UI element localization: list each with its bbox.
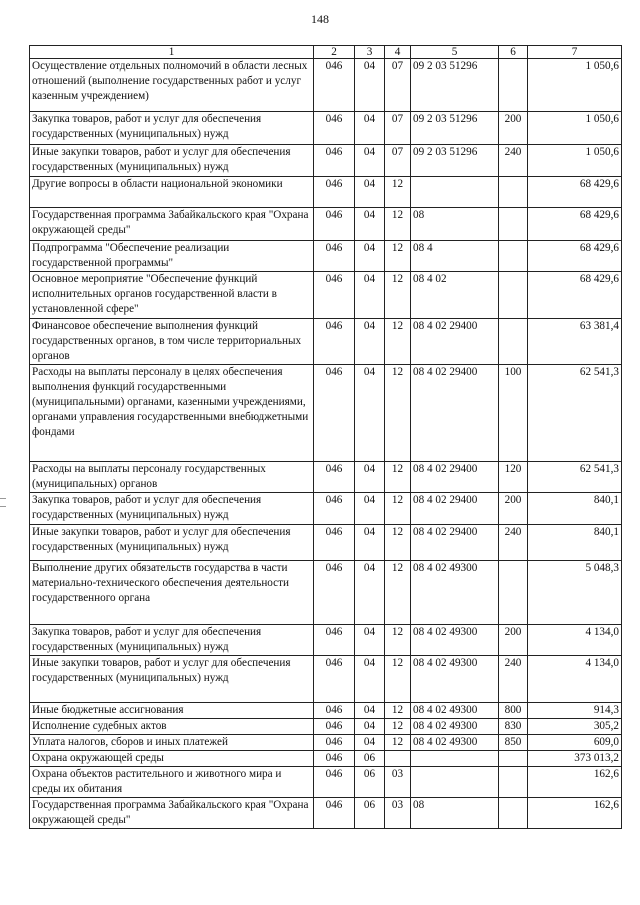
column-header: 1 [30, 46, 314, 59]
code-administrator: 046 [314, 735, 355, 751]
code-administrator: 046 [314, 625, 355, 656]
amount: 68 429,6 [528, 241, 622, 272]
code-subsection: 12 [385, 719, 411, 735]
code-section: 04 [355, 703, 385, 719]
amount: 62 541,3 [528, 365, 622, 462]
code-target-article: 08 4 02 29400 [411, 319, 499, 365]
code-section: 04 [355, 462, 385, 493]
row-name: Уплата налогов, сборов и иных платежей [30, 735, 314, 751]
code-section: 04 [355, 525, 385, 561]
row-name: Иные закупки товаров, работ и услуг для обеспечения государственных (муниципальных) нужд [30, 656, 314, 703]
row-name: Основное мероприятие "Обеспечение функций исполнительных органов государственной власти в установленной сфере" [30, 272, 314, 319]
code-target-article [411, 177, 499, 208]
code-administrator: 046 [314, 112, 355, 145]
code-subsection: 12 [385, 241, 411, 272]
code-section: 04 [355, 177, 385, 208]
code-section: 06 [355, 798, 385, 829]
code-subsection [385, 751, 411, 767]
code-expense-type [499, 272, 528, 319]
row-name: Финансовое обеспечение выполнения функций государственных органов, в том числе территориальных органов [30, 319, 314, 365]
code-expense-type: 120 [499, 462, 528, 493]
code-section: 04 [355, 656, 385, 703]
code-expense-type [499, 241, 528, 272]
code-administrator: 046 [314, 319, 355, 365]
code-target-article: 09 2 03 51296 [411, 145, 499, 177]
code-target-article: 08 4 02 29400 [411, 462, 499, 493]
code-subsection: 12 [385, 365, 411, 462]
table-row [30, 112, 622, 145]
table-row [30, 751, 622, 767]
amount: 68 429,6 [528, 177, 622, 208]
table-row [30, 767, 622, 798]
table-row [30, 798, 622, 829]
code-expense-type: 850 [499, 735, 528, 751]
code-subsection: 12 [385, 208, 411, 241]
amount: 4 134,0 [528, 625, 622, 656]
table-row [30, 656, 622, 703]
code-expense-type: 240 [499, 656, 528, 703]
amount: 1 050,6 [528, 145, 622, 177]
code-subsection: 12 [385, 625, 411, 656]
code-subsection: 12 [385, 462, 411, 493]
row-name: Иные закупки товаров, работ и услуг для обеспечения государственных (муниципальных) нужд [30, 145, 314, 177]
code-administrator: 046 [314, 561, 355, 625]
code-section: 06 [355, 751, 385, 767]
code-administrator: 046 [314, 241, 355, 272]
code-expense-type [499, 208, 528, 241]
table-row [30, 493, 622, 525]
code-target-article: 08 4 02 49300 [411, 656, 499, 703]
column-header: 6 [499, 46, 528, 59]
code-target-article: 08 4 02 49300 [411, 561, 499, 625]
row-name: Иные бюджетные ассигнования [30, 703, 314, 719]
code-section: 04 [355, 319, 385, 365]
code-subsection: 12 [385, 319, 411, 365]
amount: 68 429,6 [528, 272, 622, 319]
code-subsection: 07 [385, 145, 411, 177]
code-subsection: 12 [385, 735, 411, 751]
code-target-article: 08 4 02 [411, 272, 499, 319]
budget-table [29, 45, 622, 829]
table-row [30, 177, 622, 208]
amount: 1 050,6 [528, 59, 622, 112]
code-section: 04 [355, 241, 385, 272]
code-expense-type [499, 561, 528, 625]
row-name: Исполнение судебных актов [30, 719, 314, 735]
code-section: 04 [355, 561, 385, 625]
code-administrator: 046 [314, 719, 355, 735]
code-expense-type [499, 798, 528, 829]
code-subsection: 12 [385, 493, 411, 525]
code-expense-type: 100 [499, 365, 528, 462]
code-target-article: 08 4 02 49300 [411, 703, 499, 719]
code-expense-type: 200 [499, 493, 528, 525]
code-administrator: 046 [314, 145, 355, 177]
code-administrator: 046 [314, 656, 355, 703]
code-administrator: 046 [314, 208, 355, 241]
code-target-article: 08 4 02 29400 [411, 493, 499, 525]
table-row [30, 241, 622, 272]
amount: 4 134,0 [528, 656, 622, 703]
code-subsection: 07 [385, 112, 411, 145]
amount: 840,1 [528, 525, 622, 561]
row-name: Государственная программа Забайкальского края "Охрана окружающей среды" [30, 208, 314, 241]
column-header: 4 [385, 46, 411, 59]
amount: 305,2 [528, 719, 622, 735]
amount: 373 013,2 [528, 751, 622, 767]
code-expense-type [499, 319, 528, 365]
code-administrator: 046 [314, 462, 355, 493]
code-subsection: 12 [385, 561, 411, 625]
code-target-article: 08 4 02 29400 [411, 365, 499, 462]
amount: 609,0 [528, 735, 622, 751]
amount: 840,1 [528, 493, 622, 525]
code-administrator: 046 [314, 59, 355, 112]
code-expense-type: 800 [499, 703, 528, 719]
code-administrator: 046 [314, 493, 355, 525]
amount: 162,6 [528, 767, 622, 798]
code-administrator: 046 [314, 365, 355, 462]
code-subsection: 07 [385, 59, 411, 112]
code-target-article: 09 2 03 51296 [411, 59, 499, 112]
table-row [30, 272, 622, 319]
code-target-article: 08 4 02 29400 [411, 525, 499, 561]
code-section: 04 [355, 719, 385, 735]
code-subsection: 12 [385, 177, 411, 208]
code-subsection: 12 [385, 272, 411, 319]
code-subsection: 03 [385, 767, 411, 798]
code-section: 04 [355, 272, 385, 319]
code-section: 04 [355, 625, 385, 656]
row-name: Закупка товаров, работ и услуг для обеспечения государственных (муниципальных) нужд [30, 493, 314, 525]
code-section: 04 [355, 365, 385, 462]
code-expense-type: 240 [499, 525, 528, 561]
code-administrator: 046 [314, 767, 355, 798]
code-subsection: 12 [385, 525, 411, 561]
row-name: Другие вопросы в области национальной экономики [30, 177, 314, 208]
code-expense-type [499, 751, 528, 767]
row-name: Охрана окружающей среды [30, 751, 314, 767]
table-row [30, 145, 622, 177]
code-target-article: 08 [411, 208, 499, 241]
code-target-article: 08 4 02 49300 [411, 625, 499, 656]
table-row [30, 365, 622, 462]
code-section: 04 [355, 493, 385, 525]
table-header-row [30, 46, 622, 59]
code-subsection: 12 [385, 703, 411, 719]
amount: 914,3 [528, 703, 622, 719]
code-section: 04 [355, 145, 385, 177]
table-row [30, 735, 622, 751]
margin-mark [0, 506, 6, 507]
table-row [30, 719, 622, 735]
code-section: 04 [355, 735, 385, 751]
amount: 162,6 [528, 798, 622, 829]
code-target-article [411, 751, 499, 767]
code-subsection: 03 [385, 798, 411, 829]
page-number: 148 [311, 12, 329, 26]
column-header: 2 [314, 46, 355, 59]
amount: 68 429,6 [528, 208, 622, 241]
row-name: Иные закупки товаров, работ и услуг для обеспечения государственных (муниципальных) нужд [30, 525, 314, 561]
code-administrator: 046 [314, 272, 355, 319]
code-expense-type [499, 767, 528, 798]
code-expense-type: 200 [499, 112, 528, 145]
code-expense-type: 240 [499, 145, 528, 177]
row-name: Государственная программа Забайкальского края "Охрана окружающей среды" [30, 798, 314, 829]
column-header: 5 [411, 46, 499, 59]
code-administrator: 046 [314, 751, 355, 767]
amount: 5 048,3 [528, 561, 622, 625]
code-target-article: 08 [411, 798, 499, 829]
table-row [30, 319, 622, 365]
code-expense-type [499, 59, 528, 112]
code-administrator: 046 [314, 798, 355, 829]
table-row [30, 208, 622, 241]
code-section: 04 [355, 208, 385, 241]
row-name: Осуществление отдельных полномочий в области лесных отношений (выполнение государственных работ и услуг казенным учреждением) [30, 59, 314, 112]
row-name: Выполнение других обязательств государства в части материально-технического обеспечения деятельности государственного органа [30, 561, 314, 625]
column-header: 3 [355, 46, 385, 59]
row-name: Расходы на выплаты персоналу государственных (муниципальных) органов [30, 462, 314, 493]
row-name: Закупка товаров, работ и услуг для обеспечения государственных (муниципальных) нужд [30, 625, 314, 656]
code-expense-type: 200 [499, 625, 528, 656]
table-row [30, 703, 622, 719]
table-row [30, 462, 622, 493]
table-row [30, 625, 622, 656]
row-name: Охрана объектов растительного и животного мира и среды их обитания [30, 767, 314, 798]
code-administrator: 046 [314, 177, 355, 208]
code-subsection: 12 [385, 656, 411, 703]
code-section: 04 [355, 59, 385, 112]
code-section: 04 [355, 112, 385, 145]
code-expense-type [499, 177, 528, 208]
code-section: 06 [355, 767, 385, 798]
row-name: Расходы на выплаты персоналу в целях обеспечения выполнения функций государственными (муниципальными) органами, казенными учреждениями, органами управления государственными внебюджетными фондами [30, 365, 314, 462]
row-name: Подпрограмма "Обеспечение реализации государственной программы" [30, 241, 314, 272]
code-target-article [411, 767, 499, 798]
code-expense-type: 830 [499, 719, 528, 735]
code-target-article: 08 4 02 49300 [411, 719, 499, 735]
code-target-article: 09 2 03 51296 [411, 112, 499, 145]
code-administrator: 046 [314, 703, 355, 719]
amount: 63 381,4 [528, 319, 622, 365]
amount: 62 541,3 [528, 462, 622, 493]
code-administrator: 046 [314, 525, 355, 561]
table-row [30, 561, 622, 625]
code-target-article: 08 4 [411, 241, 499, 272]
table-row [30, 59, 622, 112]
row-name: Закупка товаров, работ и услуг для обеспечения государственных (муниципальных) нужд [30, 112, 314, 145]
code-target-article: 08 4 02 49300 [411, 735, 499, 751]
amount: 1 050,6 [528, 112, 622, 145]
column-header: 7 [528, 46, 622, 59]
margin-mark [0, 498, 6, 499]
table-row [30, 525, 622, 561]
